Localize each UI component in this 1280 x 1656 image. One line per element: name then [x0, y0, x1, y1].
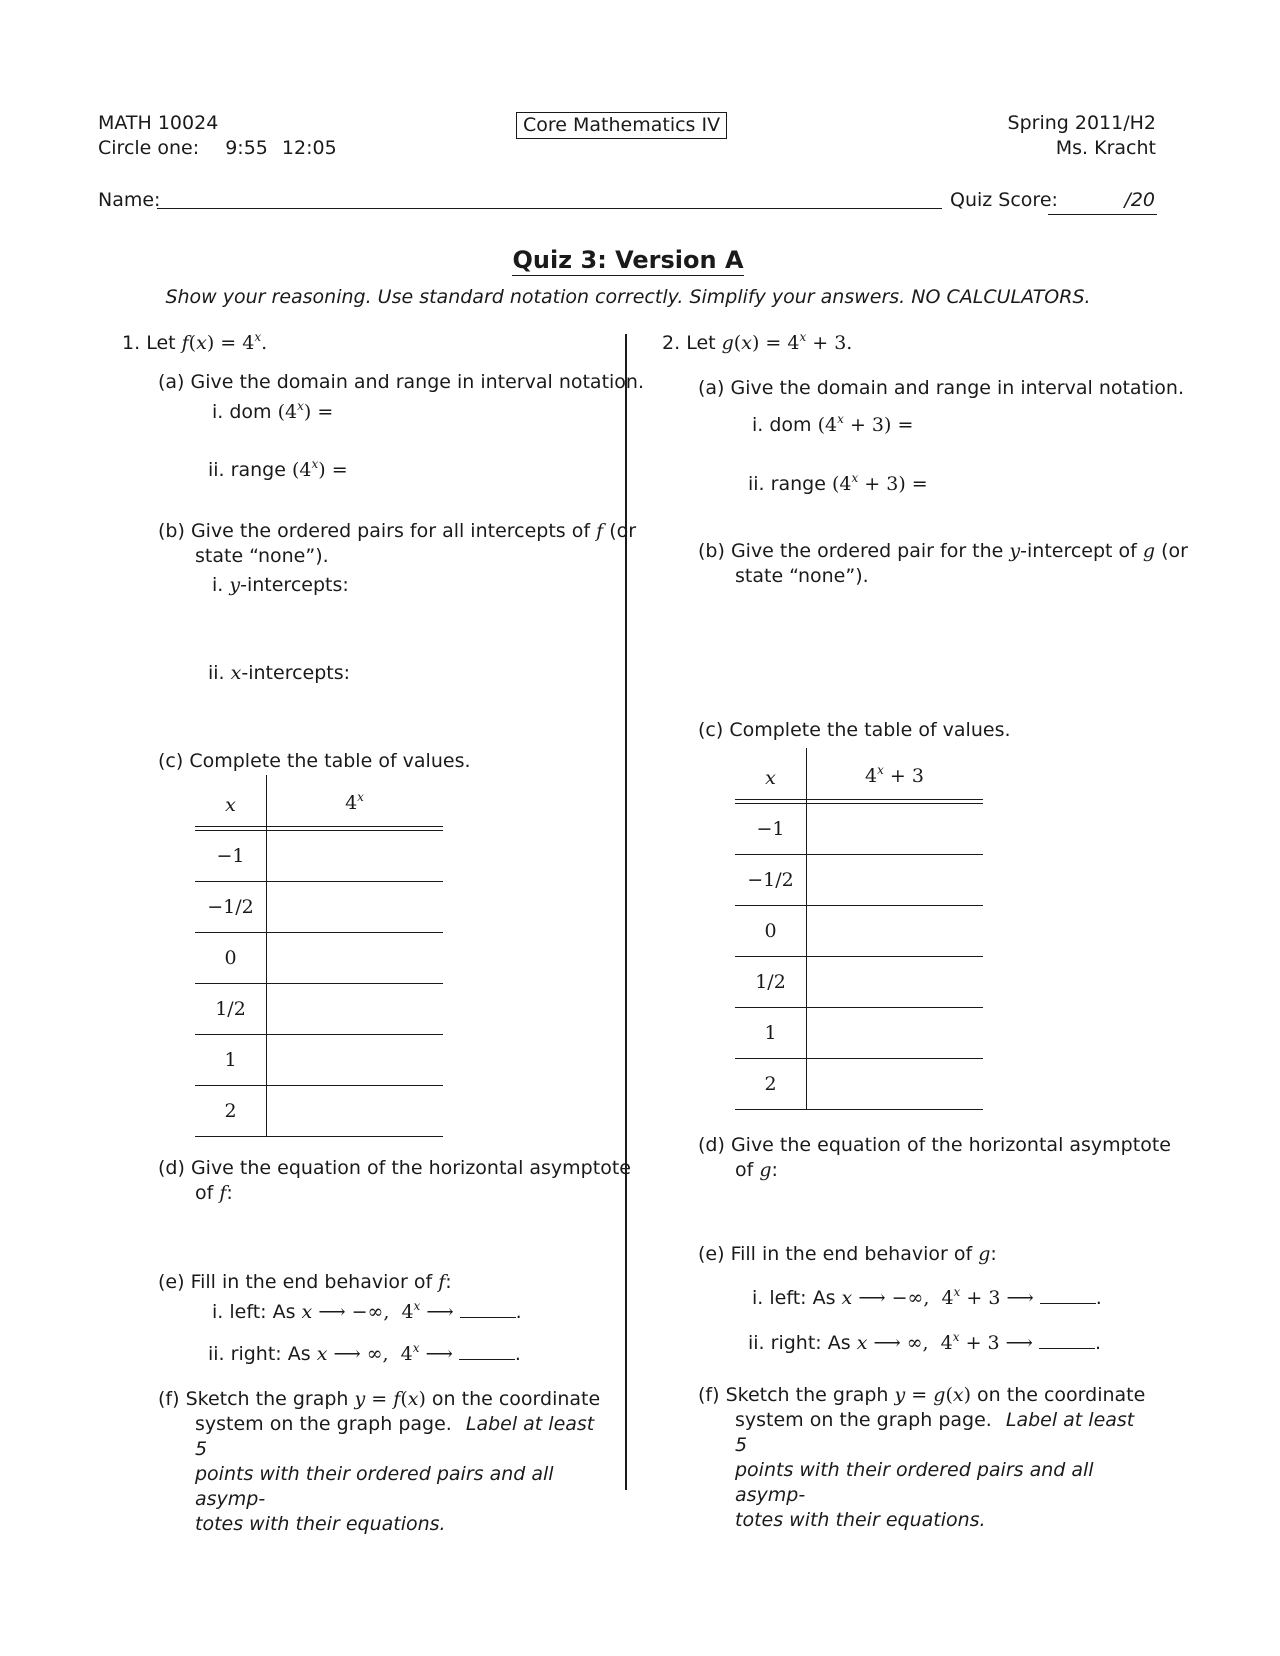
q1-b-i-label: i. — [212, 574, 224, 596]
q1-b: (b) Give the ordered pairs for all intercepts of f (or — [158, 520, 637, 542]
q2-b-text-4: state “none”). — [735, 565, 869, 587]
q1-a-ii: ii. range $(4^x)$ = — [208, 457, 348, 481]
q2-e-ii-text: right: As — [770, 1332, 851, 1354]
q1-values-table — [195, 775, 443, 1137]
q1-lead: Let — [146, 332, 176, 354]
q2-b-text-1: Give the ordered pair for the — [730, 540, 1004, 562]
q2-a-text: Give the domain and range in interval notation. — [730, 377, 1185, 399]
q2-f-text-3: system on the graph page. — [735, 1409, 992, 1431]
q1-table-x: 1/2 — [215, 998, 246, 1020]
q1-b-text-2: (or — [609, 520, 637, 542]
q2-table-x: 2 — [764, 1073, 777, 1095]
q2-table-x: 1 — [764, 1022, 777, 1044]
q1-f-text-3: system on the graph page. — [195, 1413, 452, 1435]
q1-f-text-5: totes with their equations. — [195, 1513, 446, 1535]
q2-e-text: Fill in the end behavior of — [730, 1243, 973, 1265]
q2-e-label: (e) — [698, 1243, 725, 1265]
q1-f-text-2: on the coordinate — [431, 1388, 601, 1410]
q2-b-text-2: -intercept of — [1020, 540, 1137, 562]
q2-e-ii-label: ii. — [748, 1332, 765, 1354]
q1-table-x: −1/2 — [207, 896, 254, 918]
q1-table-x: 0 — [224, 947, 237, 969]
q1-b-text-1: Give the ordered pairs for all intercepts of — [190, 520, 591, 542]
q2-table-x: −1 — [756, 818, 785, 840]
q1-a-ii-label: ii. — [208, 459, 225, 481]
q1-b-text-3: state “none”). — [195, 545, 329, 567]
q1-a-ii-text: range — [230, 459, 286, 481]
quiz-title-text: Quiz 3: Version A — [512, 246, 744, 274]
q1-e-label: (e) — [158, 1271, 185, 1293]
q1-f-label: (f) — [158, 1388, 180, 1410]
q1-b-ii-text: -intercepts: — [241, 662, 351, 684]
q2-e: (e) Fill in the end behavior of g: — [698, 1243, 997, 1265]
q1-e-i: i. left: As x ⟶ −∞, 4$^x$ ⟶ . — [212, 1299, 522, 1323]
q2-d-cont: of g: — [735, 1159, 778, 1181]
q2-a-i-label: i. — [752, 414, 764, 436]
q2-a-ii-label: ii. — [748, 473, 765, 495]
q2-a-label: (a) — [698, 377, 725, 399]
instructor: Ms. Kracht — [1055, 137, 1156, 159]
q1-e-ii-text: right: As — [230, 1343, 311, 1365]
q2-a-i-text: dom — [769, 414, 812, 436]
q1-d-label: (d) — [158, 1157, 185, 1179]
q2-b-text-3: (or — [1161, 540, 1188, 562]
q1-e-i-label: i. — [212, 1301, 224, 1323]
q2-e-i-answer-blank[interactable] — [1040, 1287, 1096, 1304]
q1-e-i-answer-blank[interactable] — [460, 1301, 516, 1318]
q2-values-table — [735, 748, 983, 1110]
q2-e-ii-answer-blank[interactable] — [1039, 1332, 1095, 1349]
q2-lead: Let — [686, 332, 716, 354]
q2-table-header-gx: $4^x + 3$ — [865, 763, 924, 787]
q1-table-header-x: x — [225, 794, 236, 816]
q1-b-i-text: -intercepts: — [240, 574, 349, 596]
q2-c — [698, 719, 1011, 741]
score-label: Quiz Score: — [950, 189, 1058, 211]
q2-d-text-1: Give the equation of the horizontal asymptote — [730, 1134, 1171, 1156]
time-option-0955[interactable]: 9:55 — [225, 137, 268, 159]
q1-e-text: Fill in the end behavior of — [190, 1271, 433, 1293]
q1-a-label: (a) — [158, 371, 185, 393]
q2-a-ii: ii. range $(4^x + 3)$ = — [748, 471, 928, 495]
q2-f-text-2: on the coordinate — [977, 1384, 1146, 1406]
q2-table-x: −1/2 — [747, 869, 794, 891]
q2-d — [698, 1134, 1171, 1156]
q1-c — [158, 750, 471, 772]
q2-header: 2. Let $g(x) = 4^x + 3$. — [662, 330, 853, 354]
q2-b: (b) Give the ordered pair for the y-intercept of g (or — [698, 540, 1188, 562]
q2-d-text-2: of — [735, 1159, 754, 1181]
q2-f-text-1: Sketch the graph — [725, 1384, 889, 1406]
q1-header: 1. Let $f(x) = 4^x$. — [122, 330, 268, 354]
q2-d-label: (d) — [698, 1134, 725, 1156]
q1-table-x: −1 — [216, 845, 245, 867]
q1-table-header-fx: 4$^x$ — [345, 790, 364, 814]
q2-e-i: i. left: As x ⟶ −∞, $4^x + 3$ ⟶ . — [752, 1285, 1102, 1309]
q2-number: 2. — [662, 332, 681, 354]
score-total: /20 — [1124, 189, 1155, 211]
q2-f-text-5: totes with their equations. — [735, 1509, 986, 1531]
q1-c-label: (c) — [158, 750, 184, 772]
q2-f-label: (f) — [698, 1384, 720, 1406]
q2-c-label: (c) — [698, 719, 724, 741]
q1-b-i: i. y-intercepts: — [212, 574, 349, 596]
q1-f-text-4: points with their ordered pairs and all asymp- — [195, 1463, 554, 1510]
q1-c-text: Complete the table of values. — [189, 750, 471, 772]
circle-one-label: Circle one: — [98, 137, 200, 159]
q2-a-i: i. dom $(4^x + 3)$ = — [752, 412, 914, 436]
q1-b-label: (b) — [158, 520, 185, 542]
q1-e-ii-answer-blank[interactable] — [459, 1343, 515, 1360]
score-field[interactable] — [1048, 214, 1157, 215]
q1-d-text-1: Give the equation of the horizontal asymptote — [190, 1157, 631, 1179]
q1-e-ii-label: ii. — [208, 1343, 225, 1365]
q1-e-i-text: left: As — [229, 1301, 296, 1323]
course-code: MATH 10024 — [98, 112, 219, 134]
q2-a-ii-text: range — [770, 473, 826, 495]
q1-function-def: f — [181, 332, 189, 354]
q2-a — [698, 377, 1184, 399]
q2-function-def: g — [721, 332, 734, 354]
q2-c-text: Complete the table of values. — [729, 719, 1011, 741]
q1-e: (e) Fill in the end behavior of f: — [158, 1271, 452, 1293]
q2-e-i-text: left: As — [769, 1287, 836, 1309]
q2-table-x: 1/2 — [755, 971, 786, 993]
q1-d-cont: of f: — [195, 1182, 233, 1204]
term: Spring 2011/H2 — [1007, 112, 1156, 134]
instructions: Show your reasoning. Use standard notation correctly. Simplify your answers. NO CALCULATORS. — [165, 286, 1091, 308]
q1-f: (f) Sketch the graph y = f(x) on the coordinate system on the graph page. Label at least 5 points with their ordered pairs and all asymp- totes with their equations. — [158, 1387, 608, 1537]
q2-e-i-label: i. — [752, 1287, 764, 1309]
name-label: Name: — [98, 189, 161, 211]
q1-a-i-label: i. — [212, 401, 224, 423]
course-name-box: Core Mathematics IV — [516, 112, 727, 139]
name-field[interactable] — [157, 208, 942, 209]
q1-a — [158, 371, 644, 393]
q1-table-x: 2 — [224, 1100, 237, 1122]
q1-d — [158, 1157, 631, 1179]
q1-d-text-2: of — [195, 1182, 214, 1204]
q1-b-ii-label: ii. — [208, 662, 225, 684]
q2-f-text-4: points with their ordered pairs and all asymp- — [735, 1459, 1094, 1506]
circle-one-row — [98, 137, 337, 159]
q2-b-label: (b) — [698, 540, 725, 562]
q1-a-i: i. dom $(4^x)$ = — [212, 399, 334, 423]
q1-f-text-3b: Label at least 5 — [195, 1413, 595, 1460]
q2-e-ii: ii. right: As x ⟶ ∞, $4^x + 3$ ⟶ . — [748, 1330, 1102, 1354]
q1-a-i-text: dom — [229, 401, 272, 423]
q2-f-text-3b: Label at least 5 — [735, 1409, 1135, 1456]
q1-e-ii: ii. right: As x ⟶ ∞, 4$^x$ ⟶ . — [208, 1341, 521, 1365]
q1-table-x: 1 — [224, 1049, 237, 1071]
q2-table-header-x: x — [765, 767, 776, 789]
column-divider — [625, 334, 627, 1490]
q2-table-x: 0 — [764, 920, 777, 942]
q1-f-text-1: Sketch the graph — [185, 1388, 349, 1410]
q1-b-ii: ii. x-intercepts: — [208, 662, 351, 684]
quiz-title — [0, 246, 1256, 274]
q2-f: (f) Sketch the graph y = g(x) on the coordinate system on the graph page. Label at least 5 points with their ordered pairs and all asymp- totes with their equations. — [698, 1383, 1148, 1533]
q1-number: 1. — [122, 332, 141, 354]
time-option-1205[interactable]: 12:05 — [281, 137, 337, 159]
q1-a-text: Give the domain and range in interval notation. — [190, 371, 645, 393]
